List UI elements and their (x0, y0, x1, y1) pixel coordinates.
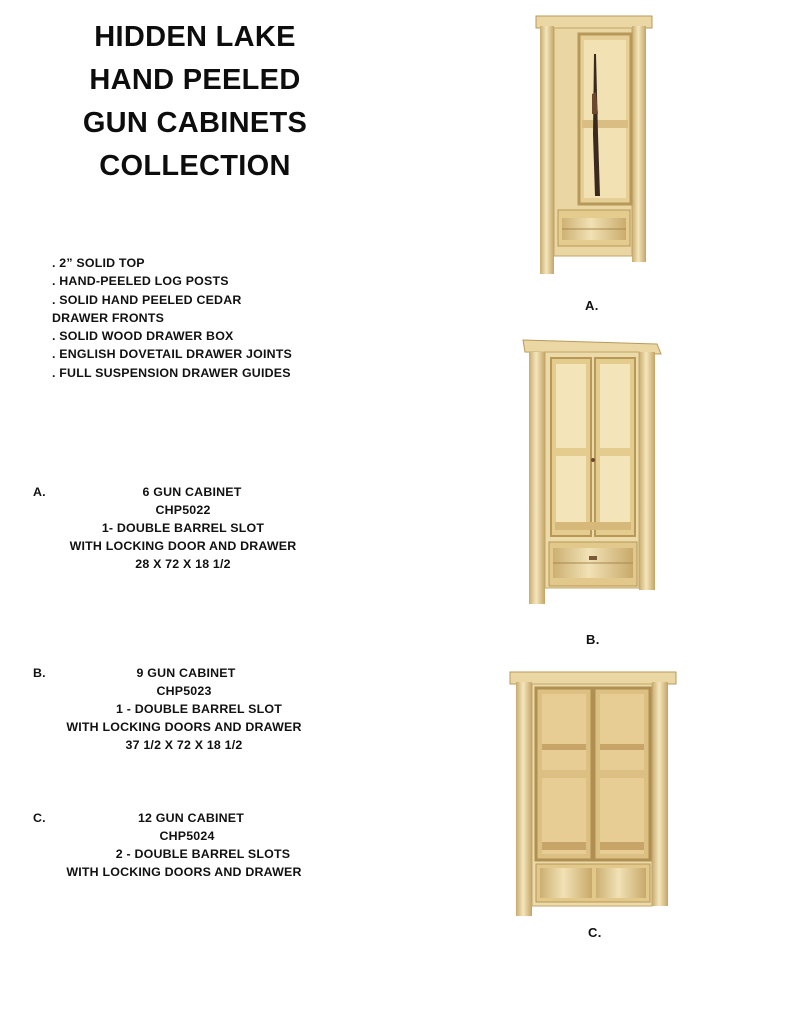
title-line-2: HAND PEELED (89, 64, 301, 96)
product-slot: 1- DOUBLE BARREL SLOT (101, 521, 265, 535)
feature-item: . SOLID WOOD DRAWER BOX (52, 329, 234, 344)
product-code: CHP5023 (156, 684, 212, 698)
feature-item: . HAND-PEELED LOG POSTS (52, 274, 229, 289)
title-line-1: HIDDEN LAKE (94, 21, 296, 53)
feature-item: . SOLID HAND PEELED CEDAR (52, 292, 242, 307)
feature-list (52, 254, 382, 382)
title-line-4: COLLECTION (99, 150, 291, 182)
product-dimensions: 28 X 72 X 18 1/2 (135, 557, 231, 571)
product-name: 12 GUN CABINET (137, 811, 245, 825)
product-slot: 2 - DOUBLE BARREL SLOTS (115, 847, 291, 861)
product-letter: A. (33, 485, 46, 499)
feature-item: . 2” SOLID TOP (52, 256, 145, 270)
title-line-3: GUN CABINETS (82, 107, 308, 139)
product-code: CHP5024 (159, 829, 215, 843)
cabinet-b-image (521, 334, 663, 606)
product-letter: C. (33, 811, 46, 825)
product-locking: WITH LOCKING DOOR AND DRAWER (69, 539, 297, 553)
cabinet-c-image (508, 670, 678, 918)
product-locking: WITH LOCKING DOORS AND DRAWER (66, 865, 302, 879)
product-name: 6 GUN CABINET (142, 485, 242, 499)
figure-label-a: A. (585, 298, 599, 313)
figure-label-b: B. (586, 632, 600, 647)
product-b-description (0, 664, 400, 764)
product-a-description (0, 483, 400, 583)
product-dimensions: 37 1/2 X 72 X 18 1/2 (125, 738, 243, 752)
feature-item: DRAWER FRONTS (52, 310, 165, 325)
product-slot: 1 - DOUBLE BARREL SLOT (116, 702, 282, 716)
feature-item: . ENGLISH DOVETAIL DRAWER JOINTS (52, 347, 293, 362)
feature-item: . FULL SUSPENSION DRAWER GUIDES (52, 365, 291, 380)
page-title (40, 16, 350, 188)
product-name: 9 GUN CABINET (136, 666, 236, 680)
product-locking: WITH LOCKING DOORS AND DRAWER (66, 720, 302, 734)
cabinet-a-image (532, 14, 656, 276)
product-letter: B. (33, 666, 46, 680)
product-code: CHP5022 (155, 503, 211, 517)
figure-label-c: C. (588, 925, 602, 940)
product-c-description (0, 809, 400, 889)
